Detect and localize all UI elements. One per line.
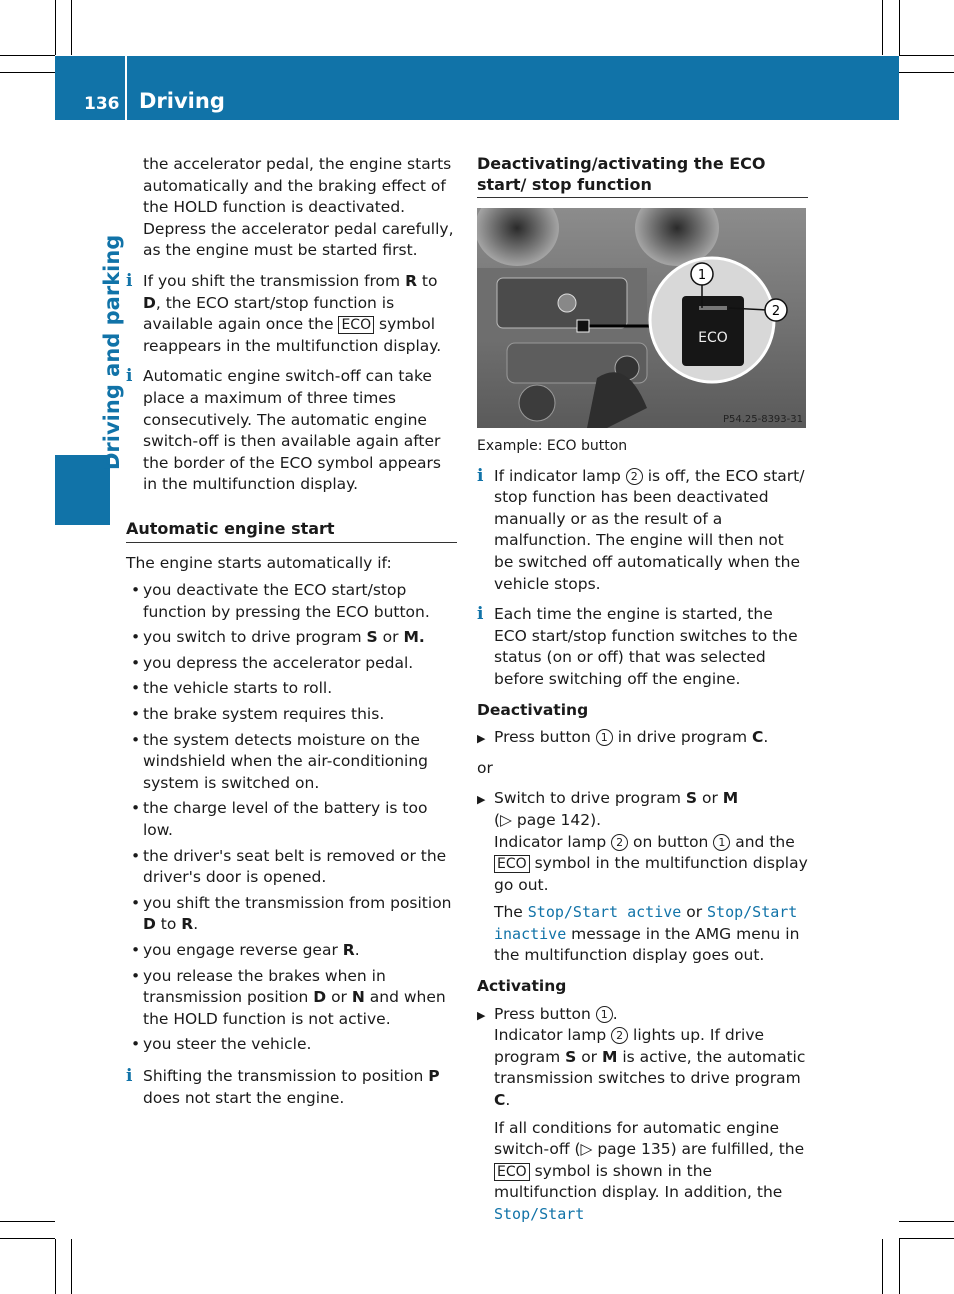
callout-1-ref: 1 bbox=[596, 1006, 613, 1023]
subheading-deactivating: Deactivating bbox=[477, 700, 589, 719]
crop-mark bbox=[899, 0, 900, 55]
section-heading: Automatic engine start bbox=[126, 518, 457, 543]
paragraph: the accelerator pedal, the engine starts automatically and the braking effect of the HOLD function is deactivated. Depress the accelerator pedal carefully, as the engine must be started first. bbox=[143, 155, 454, 260]
info-icon: i bbox=[477, 604, 484, 625]
crop-mark bbox=[899, 1239, 900, 1294]
left-column bbox=[126, 154, 457, 1118]
info-note: i Automatic engine switch-off can take place a maximum of three times consecutively. The automatic engine switch-off is then available again after the border of the ECO symbol appears in the multifunction display. bbox=[126, 366, 441, 494]
display-message: Stop/Start active bbox=[527, 903, 682, 922]
info-icon: i bbox=[477, 465, 484, 486]
condition-list bbox=[126, 580, 457, 1056]
crop-mark bbox=[899, 72, 954, 73]
info-note: i Each time the engine is started, the ECO start/stop function switches to the status (on or off) that was selected before switching off the engine. bbox=[477, 604, 798, 688]
crop-mark bbox=[882, 1239, 883, 1294]
eco-button-photo bbox=[477, 208, 806, 428]
step-item: ▶ Press button 1 . Indicator lamp 2 lights up. If drive program S or M is active, the automatic transmission switches to drive program C. If all conditions for automatic engine switch-off (▷ page 135) are fulfilled, the ECO symbol is shown in the multifunction display. In addition, the Stop/Start bbox=[477, 1004, 808, 1226]
eco-symbol: ECO bbox=[338, 316, 374, 334]
eco-symbol: ECO bbox=[494, 855, 530, 873]
list-item: • you engage reverse gear R. bbox=[126, 940, 457, 962]
list-item: • the vehicle starts to roll. bbox=[126, 678, 457, 700]
crop-mark bbox=[71, 0, 72, 55]
crop-mark bbox=[899, 1221, 954, 1222]
list-item: • you shift the transmission from position D to R. bbox=[126, 893, 457, 936]
display-message: Stop/Start inactive bbox=[494, 903, 798, 943]
info-icon: i bbox=[126, 1065, 133, 1086]
crop-mark bbox=[882, 0, 883, 55]
callout-1-ref: 1 bbox=[713, 834, 730, 851]
crop-mark bbox=[899, 55, 954, 56]
section-heading: Deactivating/activating the ECO start/ stop function bbox=[477, 153, 808, 198]
right-column-body bbox=[477, 436, 808, 1235]
list-item: • you switch to drive program S or M. bbox=[126, 627, 457, 649]
list-item: • the charge level of the battery is too low. bbox=[126, 798, 457, 841]
section-title: Driving bbox=[139, 89, 225, 113]
crop-mark bbox=[899, 1238, 954, 1239]
list-item: • the driver's seat belt is removed or the driver's door is opened. bbox=[126, 846, 457, 889]
list-item: • you steer the vehicle. bbox=[126, 1034, 457, 1056]
crop-mark bbox=[55, 1239, 56, 1294]
display-message: Stop/Start bbox=[494, 1205, 585, 1223]
right-column bbox=[477, 153, 808, 208]
list-item: • you deactivate the ECO start/stop function by pressing the ECO button. bbox=[126, 580, 457, 623]
list-item: • the brake system requires this. bbox=[126, 704, 457, 726]
crop-mark bbox=[0, 1238, 55, 1239]
list-item: • you depress the accelerator pedal. bbox=[126, 653, 457, 675]
info-icon: i bbox=[126, 366, 133, 387]
info-icon: i bbox=[126, 270, 133, 291]
or-text: or bbox=[477, 758, 493, 777]
crop-mark bbox=[55, 0, 56, 55]
subheading-activating: Activating bbox=[477, 977, 567, 996]
crop-mark bbox=[0, 72, 55, 73]
list-item: • the system detects moisture on the windshield when the air-conditioning system is switched on. bbox=[126, 730, 457, 795]
info-note: i If you shift the transmission from R to D, the ECO start/stop function is available again once the ECO symbol reappears in the multifunction display. bbox=[126, 270, 442, 355]
page-number: 136 bbox=[84, 94, 120, 114]
callout-1: 1 bbox=[697, 268, 707, 283]
list-item: • you release the brakes when in transmission position D or N and when the HOLD function is not active. bbox=[126, 966, 457, 1031]
callout-1-ref: 1 bbox=[596, 729, 613, 746]
crop-mark bbox=[0, 1221, 55, 1222]
callout-2: 2 bbox=[771, 304, 781, 319]
step-item: ▶ Press button 1 in drive program C. bbox=[477, 727, 808, 749]
eco-label: ECO bbox=[698, 330, 728, 346]
intro-text: The engine starts automatically if: bbox=[126, 553, 392, 572]
step-item: ▶ Switch to drive program S or M (▷ page 142). Indicator lamp 2 on button 1 and the ECO symbol in the multifunction display go out. The Stop/Start active or Stop/Start inactive message in the AMG menu in the multifunction display goes out. bbox=[477, 788, 808, 967]
crop-mark bbox=[0, 55, 55, 56]
callout-2-ref: 2 bbox=[611, 834, 628, 851]
figure-caption: Example: ECO button bbox=[477, 438, 628, 454]
page-header bbox=[55, 56, 899, 120]
info-note: i Shifting the transmission to position P does not start the engine. bbox=[126, 1065, 440, 1107]
info-note: i If indicator lamp 2 is off, the ECO start/ stop function has been deactivated manually or as the result of a malfunction. The engine will then not be switched off automatically when the vehicle stops. bbox=[477, 465, 805, 593]
callout-2-ref: 2 bbox=[611, 1027, 628, 1044]
figure-code: P54.25-8393-31 bbox=[722, 414, 803, 425]
callout-2-ref: 2 bbox=[626, 468, 643, 485]
header-divider bbox=[125, 56, 127, 120]
crop-mark bbox=[71, 1239, 72, 1294]
sidebar-chapter-label: Driving and parking bbox=[100, 234, 124, 470]
eco-symbol: ECO bbox=[494, 1163, 530, 1181]
